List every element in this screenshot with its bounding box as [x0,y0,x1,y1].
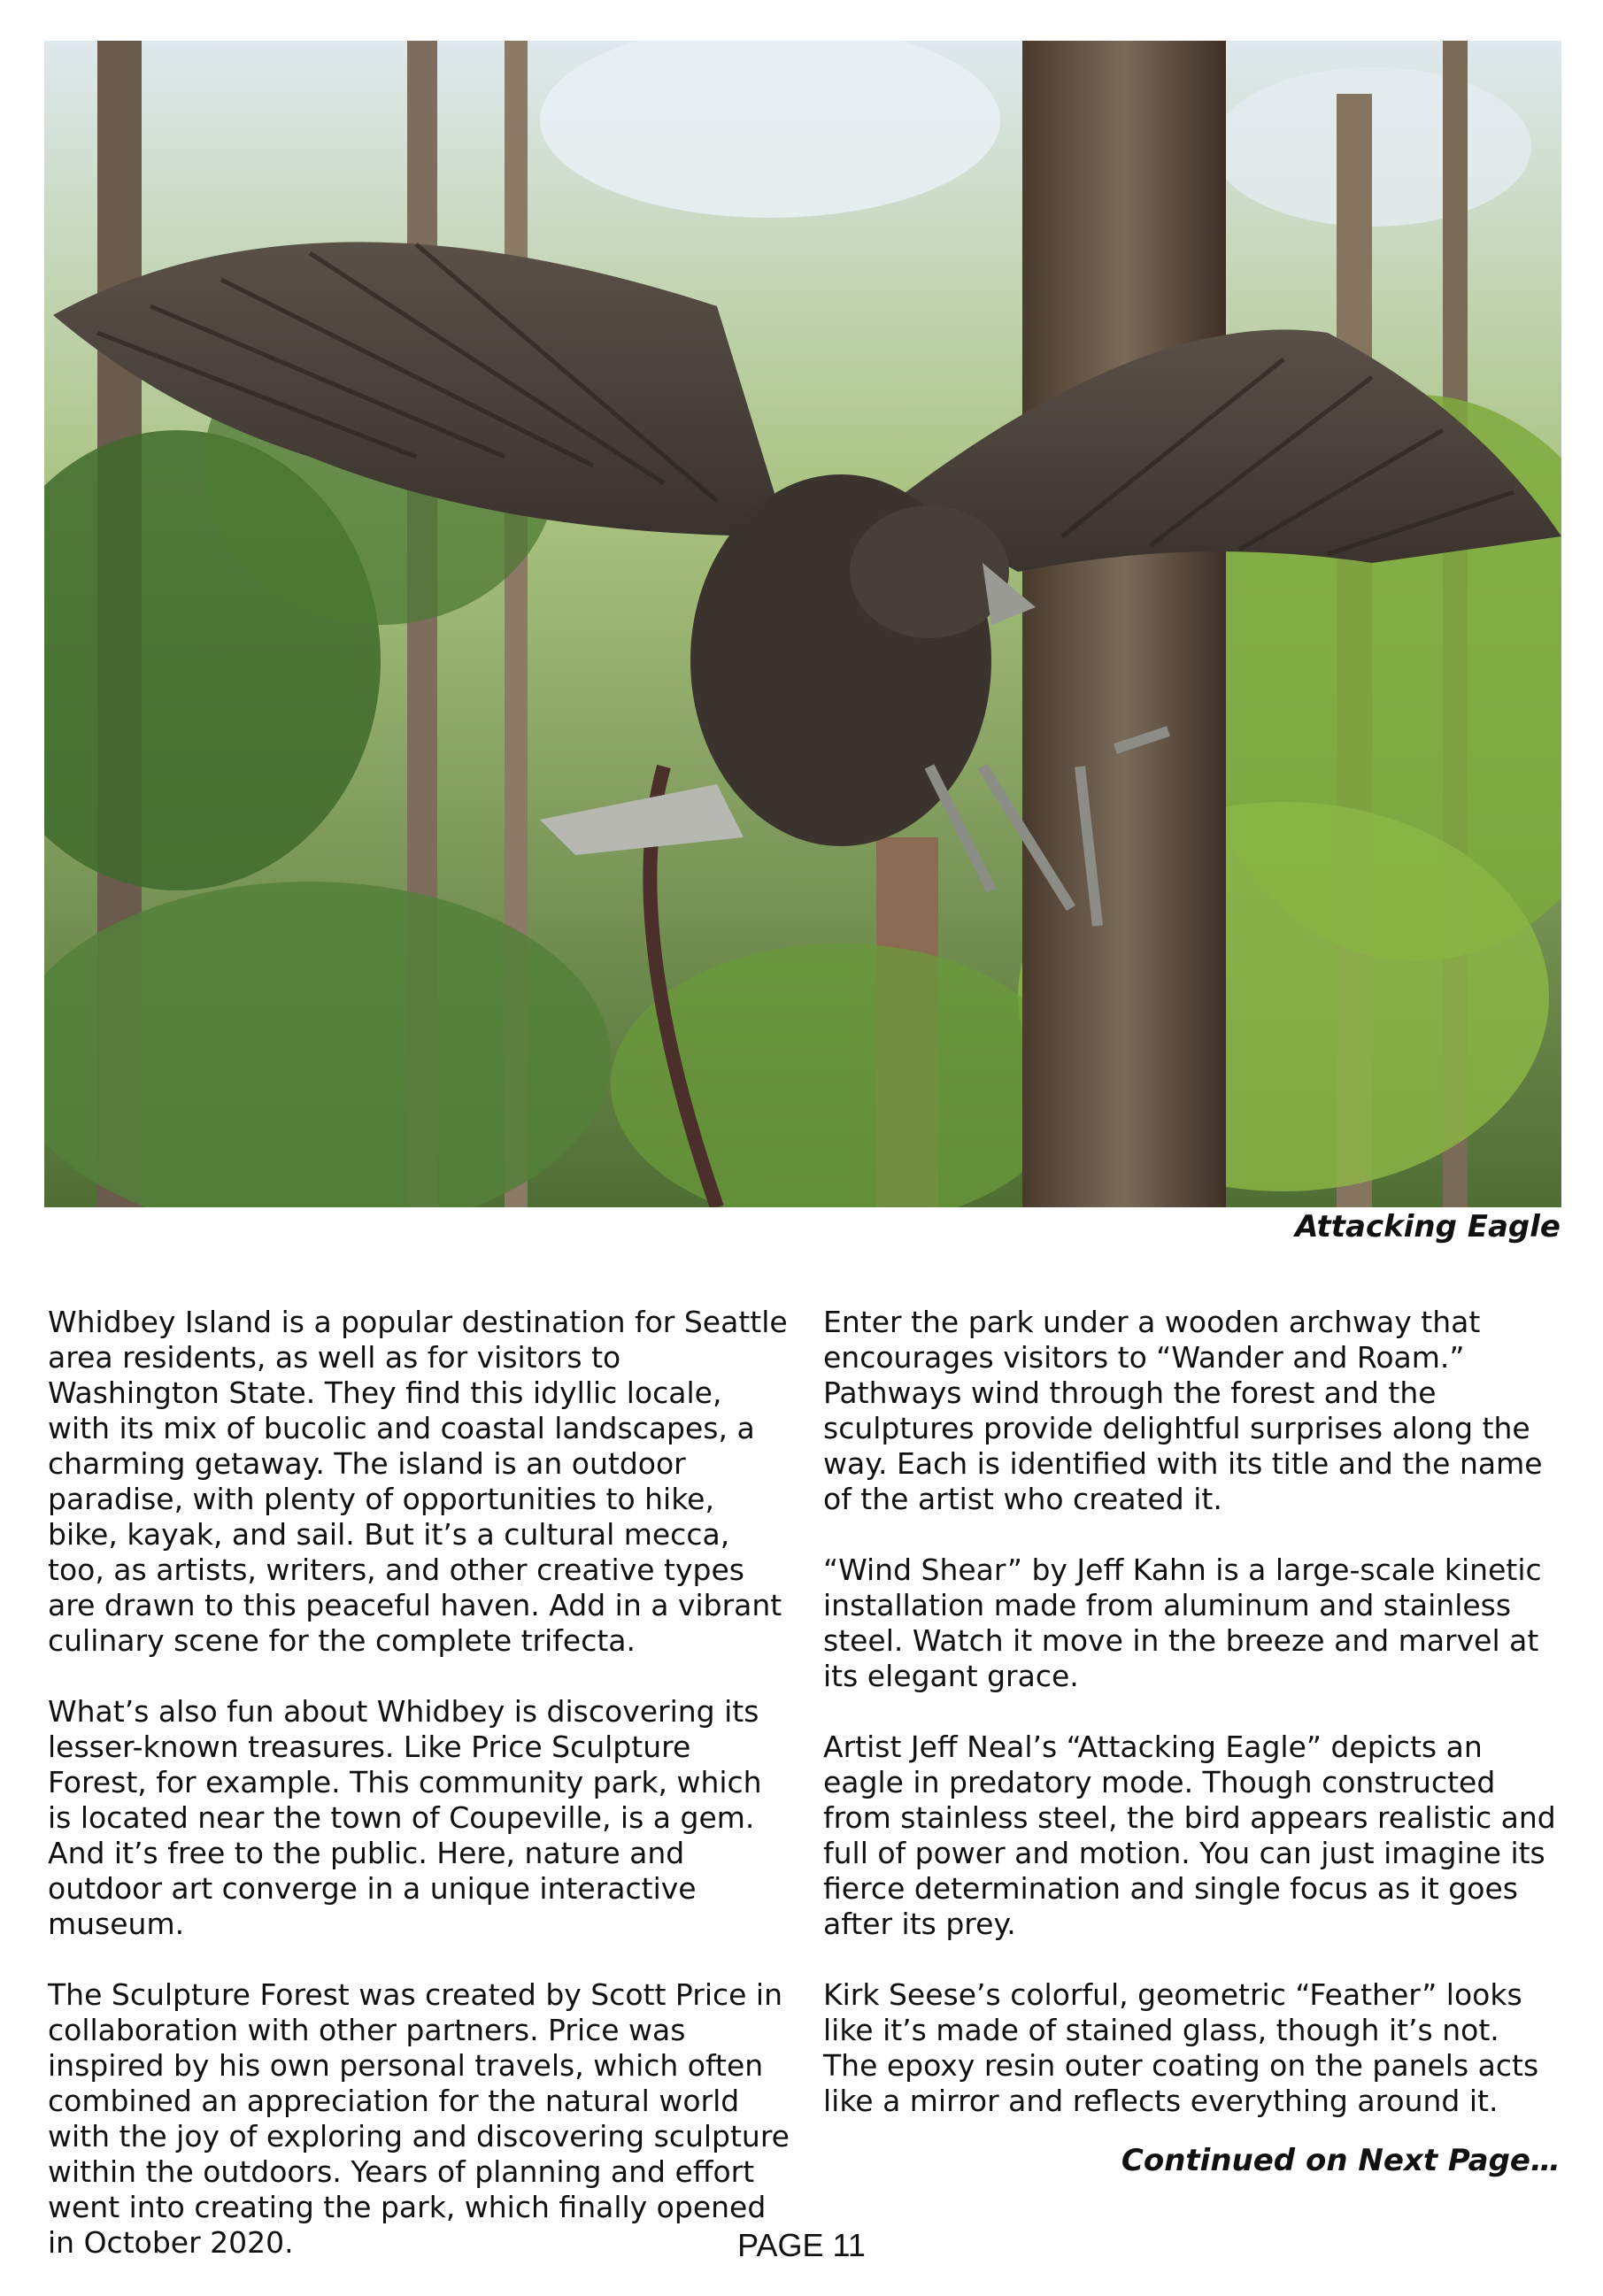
page-number: PAGE 11 [737,2227,866,2263]
continued-note: Continued on Next Page… [1121,2143,1561,2178]
paragraph: Artist Jeff Neal’s “Attacking Eagle” depicts an eagle in predatory mode. Though constructed from stainless steel, the bird appears realistic and full of power and motion. You can just imagine its fierce determination and single focus as it goes after its prey. [823,1730,1556,1941]
paragraph: Kirk Seese’s colorful, geometric “Feather” looks like it’s made of stained glass, though it’s not. The epoxy resin outer coating on the panels acts like a mirror and reflects everything around it. [823,1977,1539,2118]
paragraph: Whidbey Island is a popular destination for Seattle area residents, as well as for visitors to Washington State. They find this idyllic locale, with its mix of bucolic and coastal landscapes, a charming getaway. The island is an outdoor paradise, with plenty of opportunities to hike, bike, kayak, and sail. But it’s a cultural mecca, too, as artists, writers, and other creative types are drawn to this peaceful haven. Add in a vibrant culinary scene for the complete trifecta. [48,1305,788,1658]
left-column [48,1305,791,2296]
paragraph: “Wind Shear” by Jeff Kahn is a large-scale kinetic installation made from aluminum and stainless steel. Watch it move in the breeze and marvel at its elegant grace. [823,1552,1542,1693]
photo-caption: Attacking Eagle [1295,1209,1561,1244]
paragraph: What’s also fun about Whidbey is discovering its lesser-known treasures. Like Price Sculpture Forest, for example. This community park, which is located near the town of Coupeville, is a gem. And it’s free to the public. Here, nature and outdoor art converge in a unique interactive museum. [48,1694,762,1941]
eagle-sculpture-photo [44,41,1561,1207]
paragraph: Enter the park under a wooden archway that encourages visitors to “Wander and Roam.” Pathways wind through the forest and the sculptures provide delightful surprises along the way. Each is identified with its title and the name of the artist who created it. [823,1305,1543,1516]
forest-eagle-illustration [44,41,1561,1207]
right-column [823,1305,1562,2154]
paragraph: The Sculpture Forest was created by Scott Price in collaboration with other partners. Price was inspired by his own personal travels, which often combined an appreciation for the natural world with the joy of exploring and discovering sculpture within the outdoors. Years of planning and effort went into creating the park, which finally opened in October 2020. [48,1977,790,2260]
